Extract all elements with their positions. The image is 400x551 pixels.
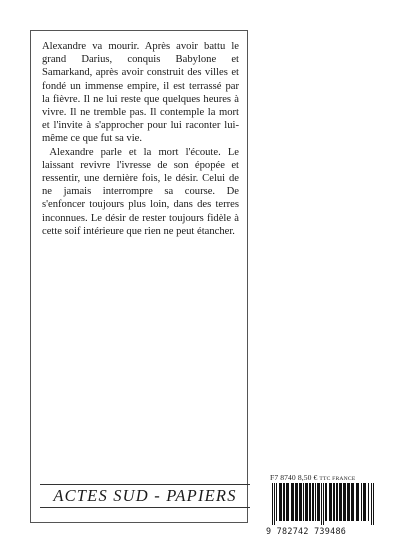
barcode-bar	[272, 483, 273, 525]
barcode-bar	[295, 483, 298, 521]
barcode-bar	[286, 483, 289, 521]
blurb-paragraph-2: Alexandre parle et la mort l'écoute. Le laissant revivre l'ivresse de son épopée et ressentir, une dernière fois, le désir. Celui de ne jamais interrompre sa course. De s'enfoncer toujours plus loin, dans des terres inconnues. Le désir de rester toujours fidèle à cette soif intérieure que rien ne peut étancher.	[42, 146, 239, 237]
barcode-bar	[361, 483, 362, 521]
barcode-bar	[312, 483, 314, 521]
barcode-bar	[363, 483, 366, 521]
barcode-bar	[325, 483, 327, 521]
barcode-bar	[356, 483, 359, 521]
barcode-bar	[347, 483, 350, 521]
barcode-bar	[317, 483, 320, 521]
barcode-bar	[368, 483, 369, 521]
barcode-bar	[321, 483, 322, 525]
barcode-bar	[351, 483, 354, 521]
barcode-bar	[336, 483, 338, 521]
barcode-bar	[333, 483, 335, 521]
barcode-bar	[279, 483, 282, 521]
blurb-paragraph-1: Alexandre va mourir. Après avoir battu le grand Darius, conquis Babylone et Samarkand, après avoir construit des villes et fondé un immense empire, il est terrassé par la fièvre. Il ne lui reste que quelques heures à vivre. Il ne tremble pas. Il contemple la mort et l'invite à s'approcher pour lui raconter lui-même ce que fut sa vie.	[42, 41, 239, 145]
barcode-bar	[343, 483, 346, 521]
barcode-bar	[329, 483, 332, 521]
barcode-bar	[283, 483, 285, 521]
barcode-bar	[305, 483, 308, 521]
barcode-bar	[303, 483, 304, 521]
barcode-bar	[309, 483, 311, 521]
barcode-bar	[323, 483, 324, 525]
barcode	[270, 483, 376, 525]
barcode-bar	[291, 483, 294, 521]
barcode-bar	[274, 483, 275, 525]
blurb-text	[42, 40, 239, 238]
barcode-bar	[299, 483, 302, 521]
price-amount: 8,50 €	[297, 473, 318, 482]
barcode-number: 9 782742 739486	[266, 526, 347, 536]
barcode-bar	[276, 483, 277, 521]
publisher-logo: ACTES SUD - PAPIERS	[40, 484, 250, 508]
barcode-bar	[339, 483, 342, 521]
barcode-graphic	[270, 483, 376, 525]
product-code: F7 8740	[270, 473, 296, 482]
barcode-bar	[371, 483, 372, 525]
barcode-bar	[315, 483, 316, 521]
price-line	[270, 473, 355, 482]
tax-note: TTC FRANCE	[319, 476, 356, 482]
barcode-bar	[373, 483, 374, 525]
